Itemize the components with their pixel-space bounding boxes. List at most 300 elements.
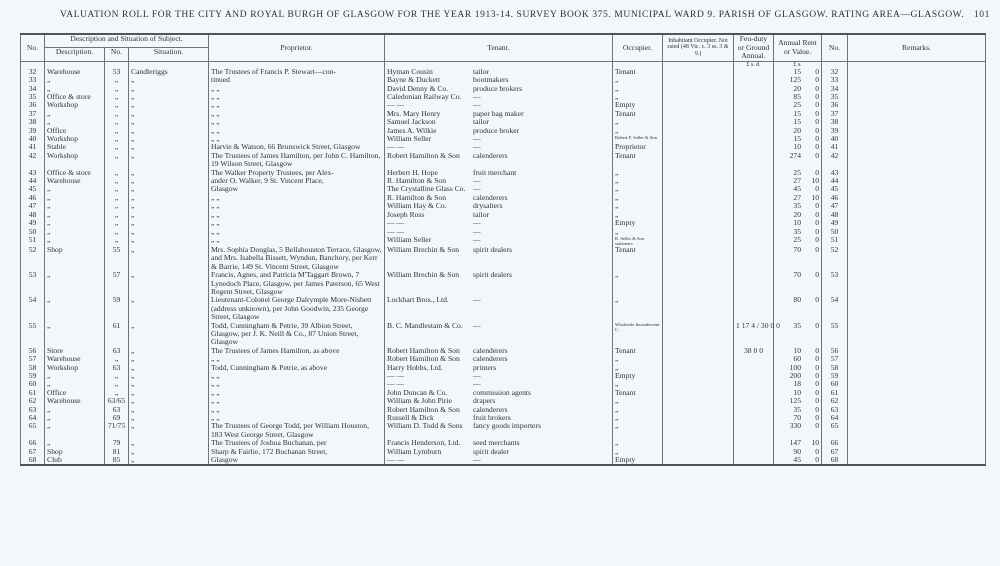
row-situation: „ bbox=[129, 422, 209, 439]
rent-shillings: 0 bbox=[815, 270, 819, 280]
table-row bbox=[21, 211, 986, 219]
row-situation: „ bbox=[129, 110, 209, 118]
row-number: „ bbox=[105, 93, 129, 101]
row-feu bbox=[734, 76, 774, 84]
row-situation: „ bbox=[129, 372, 209, 380]
row-inhabitant bbox=[663, 211, 734, 219]
row-inhabitant bbox=[663, 101, 734, 109]
row-inhabitant bbox=[663, 296, 734, 321]
row-no: 46 bbox=[21, 194, 45, 202]
row-no-right: 52 bbox=[822, 246, 848, 271]
row-situation: „ bbox=[129, 364, 209, 372]
row-inhabitant bbox=[663, 93, 734, 101]
row-no: 45 bbox=[21, 185, 45, 193]
tenant-trade: — bbox=[473, 234, 481, 244]
row-no-right: 57 bbox=[822, 355, 848, 363]
row-occupier: „ bbox=[613, 271, 663, 296]
row-feu bbox=[734, 355, 774, 363]
table-row bbox=[21, 355, 986, 363]
row-tenant bbox=[385, 456, 613, 465]
row-occupier: Empty bbox=[613, 456, 663, 465]
row-situation: „ bbox=[129, 135, 209, 143]
rent-shillings: 0 bbox=[815, 125, 819, 135]
row-inhabitant bbox=[663, 380, 734, 388]
row-occupier: Robert F. Seller & Son bbox=[613, 135, 663, 143]
row-feu: 1 17 4 / 30 0 0 bbox=[734, 322, 774, 347]
row-situation: „ bbox=[129, 236, 209, 246]
rent-shillings: 0 bbox=[815, 354, 819, 364]
row-no: 53 bbox=[21, 271, 45, 296]
col-desc-group-header: Description and Situation of Subject. bbox=[45, 34, 209, 48]
row-number: 55 bbox=[105, 246, 129, 271]
row-no-right: 49 bbox=[822, 219, 848, 227]
row-situation: „ bbox=[129, 101, 209, 109]
row-inhabitant bbox=[663, 322, 734, 347]
row-occupier: „ bbox=[613, 422, 663, 439]
row-feu bbox=[734, 228, 774, 236]
row-situation: „ bbox=[129, 296, 209, 321]
row-no: 66 bbox=[21, 439, 45, 447]
row-description: „ bbox=[45, 296, 105, 321]
row-no-right: 60 bbox=[822, 380, 848, 388]
tenant-trade: — bbox=[473, 184, 481, 194]
row-occupier: Tenant bbox=[613, 389, 663, 397]
row-proprietor: „ „ bbox=[209, 110, 385, 118]
col-num-header: No. bbox=[105, 48, 129, 61]
row-remarks bbox=[848, 177, 986, 185]
row-occupier: „ bbox=[613, 406, 663, 414]
row-feu bbox=[734, 397, 774, 405]
rent-shillings: 0 bbox=[815, 404, 819, 414]
row-no-right: 51 bbox=[822, 236, 848, 246]
row-inhabitant bbox=[663, 110, 734, 118]
row-occupier: Empty bbox=[613, 372, 663, 380]
row-situation: „ bbox=[129, 228, 209, 236]
row-situation: „ bbox=[129, 185, 209, 193]
row-feu bbox=[734, 296, 774, 321]
row-proprietor: „ „ bbox=[209, 127, 385, 135]
rent-pounds: 20 bbox=[793, 209, 801, 219]
rent-shillings: 10 bbox=[811, 192, 819, 202]
row-proprietor: Glasgow bbox=[209, 456, 385, 465]
row-number: 59 bbox=[105, 296, 129, 321]
row-situation: „ bbox=[129, 76, 209, 84]
row-occupier: Tenant bbox=[613, 152, 663, 169]
col-feu-header: Feu-duty or Ground Annual. bbox=[734, 34, 774, 61]
row-tenant bbox=[385, 211, 613, 219]
row-inhabitant bbox=[663, 169, 734, 177]
row-occupier: „ bbox=[613, 177, 663, 185]
row-description: „ bbox=[45, 211, 105, 219]
row-remarks bbox=[848, 322, 986, 347]
row-feu bbox=[734, 152, 774, 169]
row-occupier: Proprietor bbox=[613, 143, 663, 151]
tenant-name: James A. Wilkie bbox=[387, 125, 437, 135]
row-no-right: 50 bbox=[822, 228, 848, 236]
row-remarks bbox=[848, 439, 986, 447]
rent-shillings: 0 bbox=[815, 244, 819, 254]
rent-shillings: 0 bbox=[815, 455, 819, 465]
row-situation: „ bbox=[129, 118, 209, 126]
row-proprietor: „ „ bbox=[209, 380, 385, 388]
row-inhabitant bbox=[663, 364, 734, 372]
rent-pounds: 15 bbox=[793, 134, 801, 144]
table-row bbox=[21, 219, 986, 227]
row-situation: „ bbox=[129, 439, 209, 447]
row-no-right: 41 bbox=[822, 143, 848, 151]
row-proprietor: „ „ bbox=[209, 397, 385, 405]
row-no: 42 bbox=[21, 152, 45, 169]
row-description: Office & store bbox=[45, 93, 105, 101]
col-tenant-header: Tenant. bbox=[385, 34, 613, 61]
row-situation: „ bbox=[129, 219, 209, 227]
row-tenant bbox=[385, 422, 613, 439]
row-number: „ bbox=[105, 194, 129, 202]
rent-units: £ s. bbox=[774, 61, 822, 68]
rent-pounds: 10 bbox=[793, 345, 801, 355]
rent-shillings: 0 bbox=[815, 345, 819, 355]
row-inhabitant bbox=[663, 143, 734, 151]
row-feu bbox=[734, 143, 774, 151]
row-no: 43 bbox=[21, 169, 45, 177]
row-occupier: Tenant bbox=[613, 246, 663, 271]
row-remarks bbox=[848, 380, 986, 388]
tenant-trade: tailor bbox=[473, 117, 490, 127]
col-no-header: No. bbox=[21, 34, 45, 61]
row-number: „ bbox=[105, 355, 129, 363]
row-description: Office bbox=[45, 127, 105, 135]
tenant-trade: — bbox=[473, 455, 481, 465]
row-no-right: 56 bbox=[822, 347, 848, 355]
rent-shillings: 0 bbox=[815, 387, 819, 397]
row-description: „ bbox=[45, 185, 105, 193]
row-no: 40 bbox=[21, 135, 45, 143]
row-situation: „ bbox=[129, 152, 209, 169]
tenant-trade: printers bbox=[473, 362, 497, 372]
row-situation: Candleriggs bbox=[129, 68, 209, 76]
row-description: Workshop bbox=[45, 364, 105, 372]
row-rent bbox=[774, 152, 822, 169]
row-proprietor: „ „ bbox=[209, 228, 385, 236]
col-description-header: Description. bbox=[45, 48, 105, 61]
row-feu bbox=[734, 448, 774, 456]
row-inhabitant bbox=[663, 152, 734, 169]
row-remarks bbox=[848, 271, 986, 296]
tenant-name: Robert Hamilton & Son bbox=[387, 354, 460, 364]
row-situation: „ bbox=[129, 127, 209, 135]
row-remarks bbox=[848, 101, 986, 109]
row-remarks bbox=[848, 406, 986, 414]
row-number: 63 bbox=[105, 406, 129, 414]
row-situation: „ bbox=[129, 202, 209, 210]
table-row bbox=[21, 389, 986, 397]
row-proprietor: Todd, Cunningham & Petrie, 39 Albion Street, Glasgow, per J. K. Neill & Co., 87 Union Street, Glasgow bbox=[209, 322, 385, 347]
table-row bbox=[21, 85, 986, 93]
rent-shillings: 0 bbox=[815, 108, 819, 118]
tenant-trade: — bbox=[473, 320, 481, 330]
row-inhabitant bbox=[663, 202, 734, 210]
row-rent bbox=[774, 271, 822, 296]
row-situation: „ bbox=[129, 322, 209, 347]
row-description: „ bbox=[45, 439, 105, 447]
row-description: „ bbox=[45, 380, 105, 388]
row-number: 69 bbox=[105, 414, 129, 422]
row-inhabitant bbox=[663, 135, 734, 143]
row-description: „ bbox=[45, 414, 105, 422]
row-number: „ bbox=[105, 219, 129, 227]
row-occupier: „ bbox=[613, 185, 663, 193]
tenant-name: Caledonian Railway Co. bbox=[387, 92, 462, 101]
row-occupier: „ bbox=[613, 118, 663, 126]
row-remarks bbox=[848, 135, 986, 143]
rent-shillings: 0 bbox=[815, 209, 819, 219]
row-feu bbox=[734, 211, 774, 219]
row-number: „ bbox=[105, 177, 129, 185]
row-proprietor: „ „ bbox=[209, 414, 385, 422]
row-occupier: „ bbox=[613, 127, 663, 135]
rent-pounds: 18 bbox=[793, 379, 801, 389]
rent-pounds: 85 bbox=[793, 92, 801, 101]
row-description: „ bbox=[45, 219, 105, 227]
row-description: „ bbox=[45, 372, 105, 380]
tenant-name: Robert Hamilton & Son bbox=[387, 345, 460, 355]
rent-shillings: 0 bbox=[815, 295, 819, 305]
rent-pounds: 125 bbox=[789, 75, 801, 85]
row-proprietor: „ „ bbox=[209, 202, 385, 210]
row-inhabitant bbox=[663, 372, 734, 380]
row-description: „ bbox=[45, 271, 105, 296]
row-remarks bbox=[848, 228, 986, 236]
row-feu bbox=[734, 85, 774, 93]
tenant-name: William D. Todd & Sons bbox=[387, 421, 463, 431]
row-no-right: 54 bbox=[822, 296, 848, 321]
rent-pounds: 15 bbox=[793, 117, 801, 127]
tenant-name: William Seller bbox=[387, 234, 432, 244]
row-inhabitant bbox=[663, 355, 734, 363]
tenant-name: Joseph Ross bbox=[387, 209, 425, 219]
row-description: „ bbox=[45, 322, 105, 347]
row-no: 59 bbox=[21, 372, 45, 380]
row-no: 32 bbox=[21, 68, 45, 76]
col-inhabitant-header: Inhabitant Occupier. Not rated (48 Vic. c. 3 ss. 3 & 9.) bbox=[663, 34, 734, 61]
row-proprietor: „ „ bbox=[209, 135, 385, 143]
row-tenant bbox=[385, 448, 613, 456]
rent-pounds: 70 bbox=[793, 413, 801, 423]
row-no: 61 bbox=[21, 389, 45, 397]
row-no-right: 33 bbox=[822, 76, 848, 84]
row-no: 41 bbox=[21, 143, 45, 151]
tenant-name: Samuel Jackson bbox=[387, 117, 436, 127]
row-remarks bbox=[848, 185, 986, 193]
row-situation: „ bbox=[129, 93, 209, 101]
tenant-trade: — bbox=[473, 100, 481, 110]
rent-pounds: 35 bbox=[793, 404, 801, 414]
rent-shillings: 0 bbox=[815, 142, 819, 152]
rent-shillings: 0 bbox=[815, 100, 819, 110]
row-proprietor: „ „ bbox=[209, 406, 385, 414]
row-no: 55 bbox=[21, 322, 45, 347]
row-no-right: 61 bbox=[822, 389, 848, 397]
table-row bbox=[21, 135, 986, 143]
tenant-name: — — bbox=[387, 142, 405, 152]
rent-shillings: 0 bbox=[815, 446, 819, 456]
row-no: 50 bbox=[21, 228, 45, 236]
rent-shillings: 0 bbox=[815, 117, 819, 127]
row-remarks bbox=[848, 202, 986, 210]
tenant-name: — — bbox=[387, 218, 405, 228]
tenant-name: Lockhart Bros., Ltd. bbox=[387, 295, 449, 305]
row-no: 51 bbox=[21, 236, 45, 246]
row-tenant bbox=[385, 322, 613, 347]
row-description: Workshop bbox=[45, 101, 105, 109]
row-remarks bbox=[848, 76, 986, 84]
row-remarks bbox=[848, 414, 986, 422]
rent-pounds: 70 bbox=[793, 244, 801, 254]
table-row bbox=[21, 372, 986, 380]
row-remarks bbox=[848, 355, 986, 363]
row-number: „ bbox=[105, 101, 129, 109]
row-proprietor: The Trustees of Francis P. Stewart—con- bbox=[209, 68, 385, 76]
row-feu bbox=[734, 118, 774, 126]
row-occupier: „ bbox=[613, 76, 663, 84]
tenant-trade: produce brokers bbox=[473, 83, 523, 93]
rent-pounds: 200 bbox=[789, 371, 801, 380]
table-row bbox=[21, 93, 986, 101]
row-remarks bbox=[848, 127, 986, 135]
row-situation: „ bbox=[129, 347, 209, 355]
row-inhabitant bbox=[663, 68, 734, 76]
row-occupier: R. Seller & Son stationers bbox=[613, 236, 663, 246]
row-remarks bbox=[848, 389, 986, 397]
rent-pounds: 10 bbox=[793, 218, 801, 228]
row-remarks bbox=[848, 68, 986, 76]
row-inhabitant bbox=[663, 456, 734, 465]
row-number: „ bbox=[105, 372, 129, 380]
rent-shillings: 0 bbox=[815, 83, 819, 93]
row-feu bbox=[734, 414, 774, 422]
row-description: Warehouse bbox=[45, 68, 105, 76]
row-no-right: 63 bbox=[822, 406, 848, 414]
page-header bbox=[60, 10, 990, 20]
row-occupier: Empty bbox=[613, 101, 663, 109]
row-situation: „ bbox=[129, 406, 209, 414]
rent-shillings: 0 bbox=[815, 226, 819, 236]
row-proprietor: ander O. Walker, 9 St. Vincent Place, bbox=[209, 177, 385, 185]
row-feu bbox=[734, 364, 774, 372]
row-inhabitant bbox=[663, 228, 734, 236]
row-feu bbox=[734, 127, 774, 135]
row-proprietor: Glasgow bbox=[209, 185, 385, 193]
row-number: „ bbox=[105, 118, 129, 126]
row-tenant bbox=[385, 93, 613, 101]
row-number: „ bbox=[105, 211, 129, 219]
rent-pounds: 147 bbox=[789, 438, 801, 448]
row-occupier: „ bbox=[613, 228, 663, 236]
rent-shillings: 10 bbox=[811, 176, 819, 186]
row-situation: „ bbox=[129, 177, 209, 185]
row-rent bbox=[774, 456, 822, 465]
row-number: 79 bbox=[105, 439, 129, 447]
table-row bbox=[21, 246, 986, 271]
row-no: 62 bbox=[21, 397, 45, 405]
rent-shillings: 0 bbox=[815, 371, 819, 380]
row-tenant bbox=[385, 219, 613, 227]
rent-pounds: 35 bbox=[793, 320, 801, 330]
col-no-right-header: No. bbox=[822, 34, 848, 61]
row-number: 63 bbox=[105, 364, 129, 372]
table-row bbox=[21, 177, 986, 185]
row-remarks bbox=[848, 211, 986, 219]
tenant-name: David Denny & Co. bbox=[387, 83, 449, 93]
row-feu bbox=[734, 456, 774, 465]
row-remarks bbox=[848, 110, 986, 118]
row-feu: 38 0 0 bbox=[734, 347, 774, 355]
tenant-name: — — bbox=[387, 455, 405, 465]
rent-pounds: 15 bbox=[793, 108, 801, 118]
row-no-right: 48 bbox=[822, 211, 848, 219]
tenant-name: Herbert H. Hope bbox=[387, 167, 438, 177]
rent-shillings: 0 bbox=[815, 396, 819, 406]
row-no-right: 44 bbox=[822, 177, 848, 185]
rent-shillings: 0 bbox=[815, 167, 819, 177]
rent-pounds: 90 bbox=[793, 446, 801, 456]
row-situation: „ bbox=[129, 271, 209, 296]
rent-shillings: 0 bbox=[815, 92, 819, 101]
tenant-name: William & John Pirie bbox=[387, 396, 452, 406]
feu-units: £ s. d. bbox=[734, 61, 774, 68]
tenant-name: The Crystalline Glass Co. bbox=[387, 184, 466, 194]
tenant-trade: spirit dealers bbox=[473, 270, 513, 280]
rent-shillings: 0 bbox=[815, 201, 819, 211]
table-row bbox=[21, 296, 986, 321]
row-occupier: Empty bbox=[613, 219, 663, 227]
row-number: 81 bbox=[105, 448, 129, 456]
row-feu bbox=[734, 389, 774, 397]
row-number: „ bbox=[105, 185, 129, 193]
row-proprietor: Mrs. Sophia Douglas, 5 Bellahouston Terrace, Glasgow, and Mrs. Isabella Bissett, Wyndun, Banchory, per Kerr & Barrie, 149 St. Vincent Street, Glasgow bbox=[209, 246, 385, 271]
row-feu bbox=[734, 169, 774, 177]
row-occupier: „ bbox=[613, 296, 663, 321]
tenant-trade: commission agents bbox=[473, 387, 532, 397]
row-proprietor: Todd, Cunningham & Petrie, as above bbox=[209, 364, 385, 372]
row-no-right: 43 bbox=[822, 169, 848, 177]
tenant-trade: — bbox=[473, 134, 481, 144]
row-occupier: Wholesale Incandescent C. bbox=[613, 322, 663, 347]
table-row bbox=[21, 152, 986, 169]
row-inhabitant bbox=[663, 246, 734, 271]
row-no: 54 bbox=[21, 296, 45, 321]
table-row bbox=[21, 202, 986, 210]
row-occupier: „ bbox=[613, 414, 663, 422]
tenant-name: Robert Hamilton & Son bbox=[387, 150, 460, 160]
row-proprietor: „ „ bbox=[209, 236, 385, 246]
row-number: 71/75 bbox=[105, 422, 129, 439]
table-row bbox=[21, 422, 986, 439]
rent-shillings: 0 bbox=[815, 218, 819, 228]
row-proprietor: tinued bbox=[209, 76, 385, 84]
row-feu bbox=[734, 110, 774, 118]
row-no-right: 34 bbox=[822, 85, 848, 93]
tenant-name: William Hay & Co. bbox=[387, 201, 447, 211]
row-inhabitant bbox=[663, 448, 734, 456]
row-feu bbox=[734, 380, 774, 388]
row-proprietor: „ „ bbox=[209, 372, 385, 380]
tenant-trade: fruit brokers bbox=[473, 413, 511, 423]
row-number: „ bbox=[105, 169, 129, 177]
row-proprietor: The Trustees of Joshua Buchanan, per bbox=[209, 439, 385, 447]
rent-pounds: 70 bbox=[793, 270, 801, 280]
tenant-trade: calenderers bbox=[473, 354, 508, 364]
